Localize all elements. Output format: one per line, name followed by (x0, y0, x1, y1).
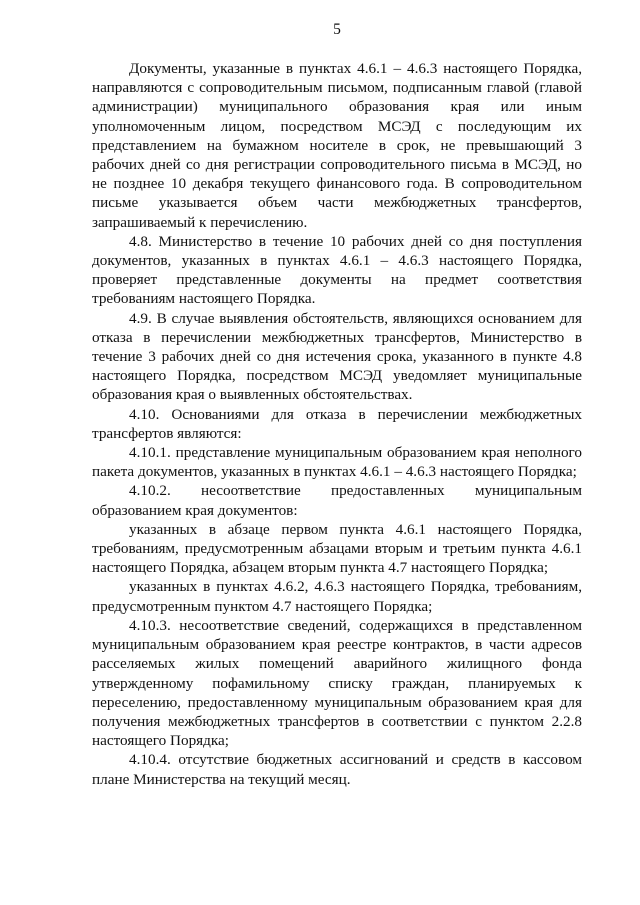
paragraph-4-10-3: 4.10.3. несоответствие сведений, содержащихся в представленном муниципальным образованием края реестре контрактов, в части адресов расселяемых жилых помещений аварийного жилищного фонда утвержденному пофамильному списку граждан, планируемых к переселению, предоставленному муниципальным образованием края для получения межбюджетных трансфертов в соответствии с пунктом 2.2.8 настоящего Порядка; (92, 616, 582, 750)
paragraph-4-8: 4.8. Министерство в течение 10 рабочих дней со дня поступления документов, указанных в пунктах 4.6.1 – 4.6.3 настоящего Порядка, проверяет представленные документы на предмет соответствия требованиям настоящего Порядка. (92, 232, 582, 308)
paragraph-documents-submission: Документы, указанные в пунктах 4.6.1 – 4.6.3 настоящего Порядка, направляются с сопроводительным письмом, подписанным главой (главой администрации) муниципального образования края или иным уполномоченным лицом, посредством МСЭД с последующим их представлением на бумажном носителе в срок, не превышающий 3 рабочих дней со дня регистрации сопроводительного письма в МСЭД, но не позднее 10 декабря текущего финансового года. В сопроводительном письме указывается объем части межбюджетных трансфертов, запрашиваемый к перечислению. (92, 60, 582, 231)
paragraph-4-9: 4.9. В случае выявления обстоятельств, являющихся основанием для отказа в перечислении межбюджетных трансфертов, Министерство в течение 3 рабочих дней со дня истечения срока, указанного в пункте 4.8 настоящего Порядка, посредством МСЭД уведомляет муниципальные образования края о выявленных обстоятельствах. (92, 309, 582, 404)
page-number: 5 (333, 21, 341, 38)
paragraph-4-10-2-item-1: указанных в абзаце первом пункта 4.6.1 настоящего Порядка, требованиям, предусмотренным абзацами вторым и третьим пункта 4.6.1 настоящего Порядка, абзацем вторым пункта 4.7 настоящего Порядка; (92, 520, 582, 577)
paragraph-4-10-1: 4.10.1. представление муниципальным образованием края неполного пакета документов, указанных в пунктах 4.6.1 – 4.6.3 настоящего Порядка; (92, 444, 582, 481)
paragraph-4-10: 4.10. Основаниями для отказа в перечислении межбюджетных трансфертов являются: (92, 405, 582, 442)
paragraph-4-10-2-item-2: указанных в пунктах 4.6.2, 4.6.3 настоящего Порядка, требованиям, предусмотренным пунктом 4.7 настоящего Порядка; (92, 578, 582, 615)
paragraph-4-10-2: 4.10.2. несоответствие предоставленных муниципальным образованием края документов: (92, 482, 582, 519)
paragraph-4-10-4: 4.10.4. отсутствие бюджетных ассигнований и средств в кассовом плане Министерства на текущий месяц. (92, 751, 582, 788)
